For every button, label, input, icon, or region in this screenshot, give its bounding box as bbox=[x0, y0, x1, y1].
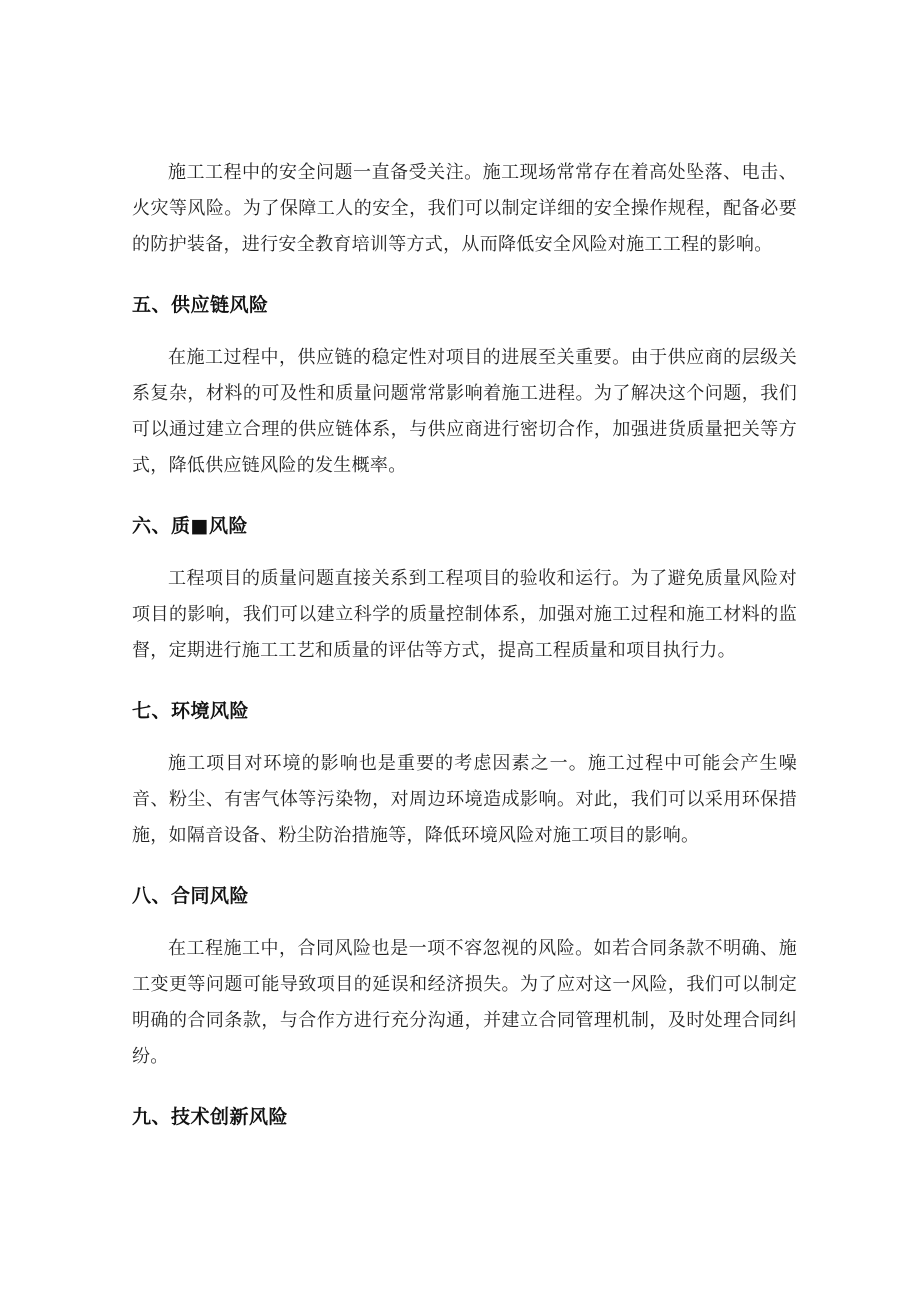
environment-risk-paragraph: 施工项目对环境的影响也是重要的考虑因素之一。施工过程中可能会产生噪音、粉尘、有害气体等污染物，对周边环境造成影响。对此，我们可以采用环保措施，如隔音设备、粉尘防治措施等，降低环境风险对施工项目的影响。 bbox=[132, 753, 797, 846]
document-body bbox=[132, 155, 797, 1152]
heading-tech-innovation-risk: 九、技术创新风险 bbox=[132, 1106, 289, 1128]
quality-risk-paragraph: 工程项目的质量问题直接关系到工程项目的验收和运行。为了避免质量风险对项目的影响，我们可以建立科学的质量控制体系，加强对施工过程和施工材料的监督，定期进行施工工艺和质量的评估等方式，提高工程质量和项目执行力。 bbox=[132, 568, 797, 661]
supply-chain-risk-paragraph: 在施工过程中，供应链的稳定性对项目的进展至关重要。由于供应商的层级关系复杂，材料的可及性和质量问题常常影响着施工进程。为了解决这个问题，我们可以通过建立合理的供应链体系，与供应商进行密切合作，加强进货质量把关等方式，降低供应链风险的发生概率。 bbox=[132, 347, 797, 476]
heading-contract-risk: 八、合同风险 bbox=[132, 885, 250, 907]
heading-supply-chain-risk: 五、供应链风险 bbox=[132, 294, 269, 316]
safety-risk-paragraph: 施工工程中的安全问题一直备受关注。施工现场常常存在着高处坠落、电击、火灾等风险。为了保障工人的安全，我们可以制定详细的安全操作规程，配备必要的防护装备，进行安全教育培训等方式，从而降低安全风险对施工工程的影响。 bbox=[132, 162, 797, 255]
contract-risk-paragraph: 在工程施工中，合同风险也是一项不容忽视的风险。如若合同条款不明确、施工变更等问题可能导致项目的延误和经济损失。为了应对这一风险，我们可以制定明确的合同条款，与合作方进行充分沟通，并建立合同管理机制，及时处理合同纠纷。 bbox=[132, 938, 797, 1067]
heading-environment-risk: 七、环境风险 bbox=[132, 700, 250, 722]
heading-quality-risk: 六、质■风险 bbox=[132, 515, 248, 537]
